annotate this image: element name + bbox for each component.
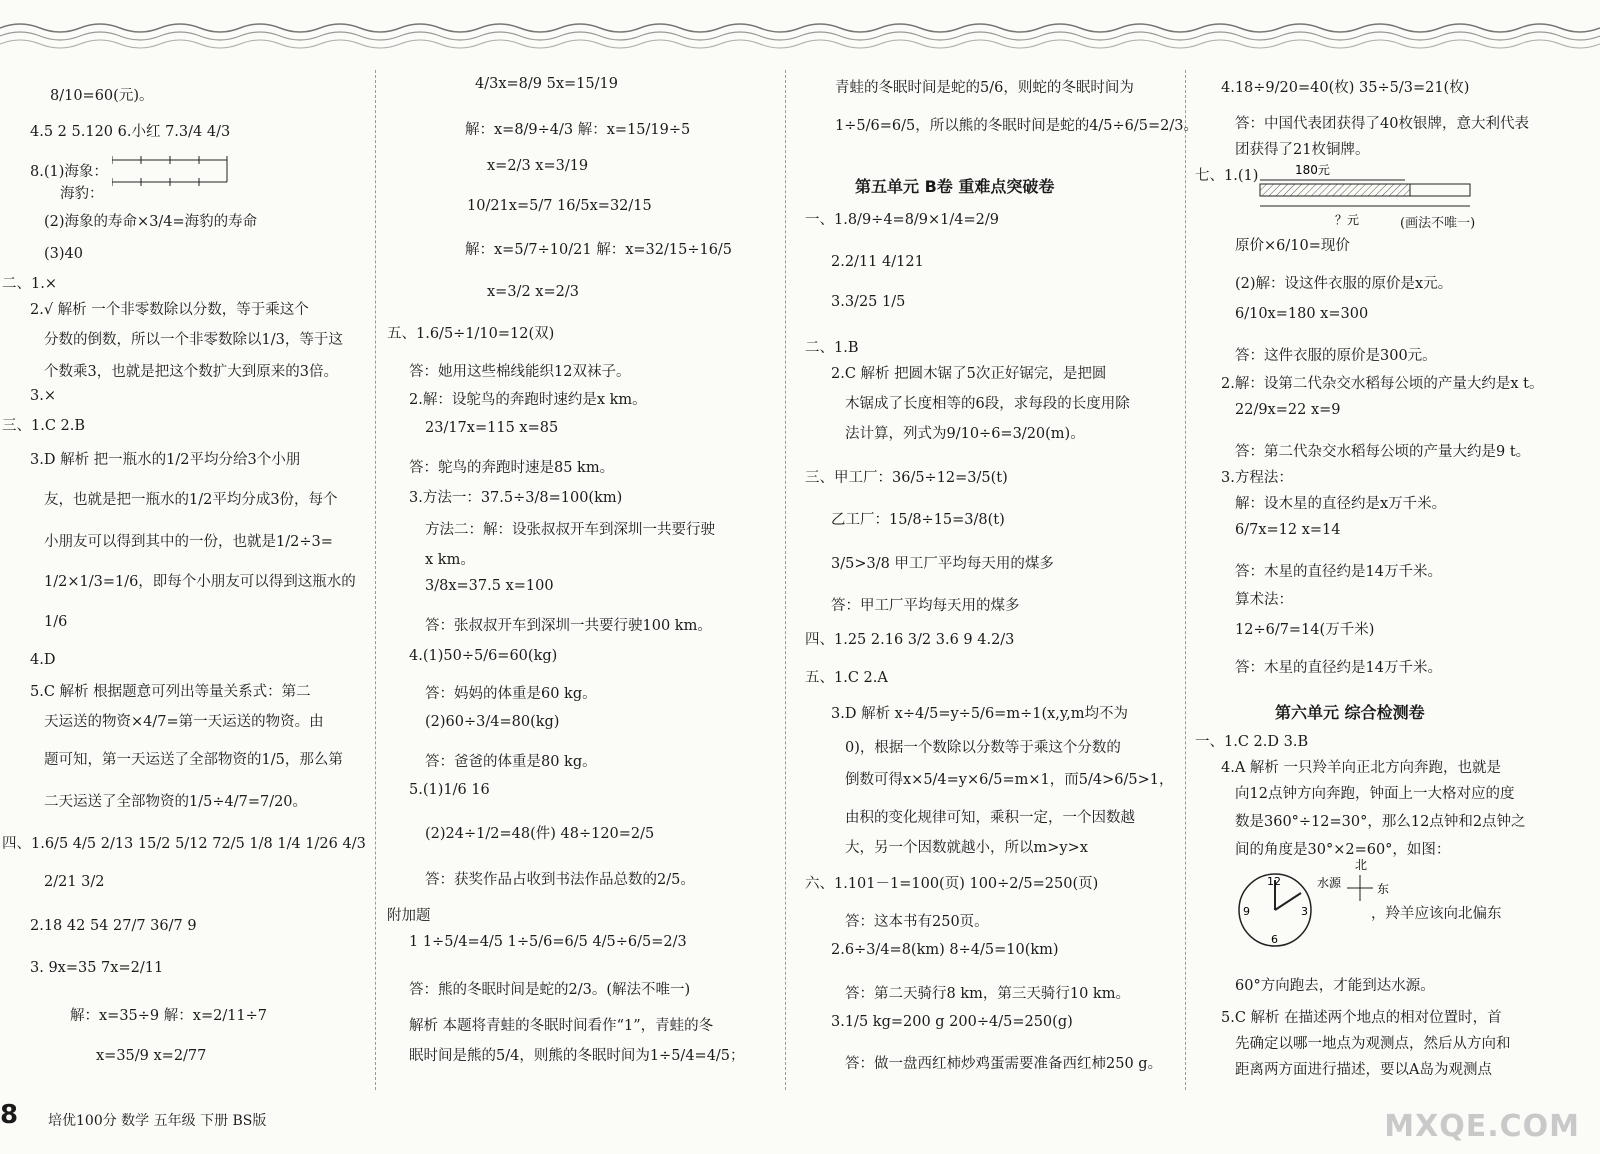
lifespan-segment-diagram bbox=[112, 152, 232, 192]
answer-line: x=3/2 x=2/3 bbox=[487, 284, 579, 300]
footer-text: 培优100分 数学 五年级 下册 BS版 bbox=[48, 1113, 267, 1129]
answer-line: 3.方程法： bbox=[1221, 470, 1293, 486]
answer-line: 个数乘3，也就是把这个数扩大到原来的3倍。 bbox=[44, 364, 338, 380]
answer-line: 乙工厂：15/8÷15=3/8(t) bbox=[831, 512, 1005, 528]
section-heading: 第六单元 综合检测卷 bbox=[1275, 703, 1425, 722]
north-label: 北 bbox=[1355, 858, 1368, 872]
answer-line: 8.(1)海象： bbox=[30, 164, 108, 180]
watermark: MXQE.COM bbox=[1384, 1109, 1580, 1144]
answer-line: x=35/9 x=2/77 bbox=[96, 1048, 207, 1064]
answer-line: 5.C 解析 根据题意可列出等量关系式：第二 bbox=[30, 684, 311, 700]
answer-line: 答：获奖作品占收到书法作品总数的2/5。 bbox=[425, 872, 695, 888]
answer-line: 3. 9x=35 7x=2/11 bbox=[30, 960, 164, 976]
east-label: 东 bbox=[1377, 882, 1390, 896]
decorative-wave-border bbox=[0, 18, 1600, 52]
answer-line: 海豹： bbox=[60, 186, 104, 202]
answer-line: x=2/3 x=3/19 bbox=[487, 158, 589, 174]
answer-line: 四、1.6/5 4/5 2/13 15/2 5/12 72/5 1/8 1/4 1/26 4/3 bbox=[2, 836, 366, 852]
answer-line: ，羚羊应该向北偏东 bbox=[1371, 906, 1502, 922]
answer-line: 2.√ 解析 一个非零数除以分数，等于乘这个 bbox=[30, 302, 309, 318]
answer-line: 先确定以哪一地点为观测点，然后从方向和 bbox=[1235, 1036, 1511, 1052]
answer-line: (2)24÷1/2=48(件) 48÷120=2/5 bbox=[425, 826, 655, 842]
answer-line: 2.2/11 4/121 bbox=[831, 254, 924, 270]
answer-line: 答：她用这些棉线能织12双袜子。 bbox=[409, 364, 631, 380]
answer-line: 22/9x=22 x=9 bbox=[1235, 402, 1341, 418]
page-number: 8 bbox=[0, 1100, 19, 1130]
answer-line: (3)40 bbox=[44, 246, 83, 262]
clock-direction-diagram bbox=[1235, 855, 1395, 965]
water-source-label: 水源 bbox=[1317, 876, 1342, 890]
answer-line: 大，另一个因数就越小，所以m>y>x bbox=[845, 840, 1088, 856]
answer-line: 答：熊的冬眠时间是蛇的2/3。(解法不唯一) bbox=[409, 982, 691, 998]
answer-line: 三、1.C 2.B bbox=[2, 418, 86, 434]
answer-line: 答：甲工厂平均每天用的煤多 bbox=[831, 598, 1020, 614]
answer-line: 方法二：解：设张叔叔开车到深圳一共要行驶 bbox=[425, 522, 715, 538]
answer-line: 2.解：设第二代杂交水稻每公顷的产量大约是x t。 bbox=[1221, 376, 1544, 392]
answer-line: 3.1/5 kg=200 g 200÷4/5=250(g) bbox=[831, 1014, 1073, 1030]
answer-line: 解：设木星的直径约是x万千米。 bbox=[1235, 496, 1447, 512]
answer-line: 3/8x=37.5 x=100 bbox=[425, 578, 554, 594]
answer-line: 1 1÷5/4=4/5 1÷5/6=6/5 4/5÷6/5=2/3 bbox=[409, 934, 687, 950]
answer-line: 间的角度是30°×2=60°，如图： bbox=[1235, 842, 1451, 858]
answer-line: 答：这本书有250页。 bbox=[845, 914, 989, 930]
svg-text:6: 6 bbox=[1271, 933, 1278, 946]
answer-line: 附加题 bbox=[387, 908, 431, 924]
answer-line: 答：第二天骑行8 km，第三天骑行10 km。 bbox=[845, 986, 1130, 1002]
answer-line: 3.× bbox=[30, 388, 56, 404]
answer-line: 友，也就是把一瓶水的1/2平均分成3份，每个 bbox=[44, 492, 338, 508]
answer-line: 答：中国代表团获得了40枚银牌，意大利代表 bbox=[1235, 116, 1529, 132]
answer-line: 答：爸爸的体重是80 kg。 bbox=[425, 754, 597, 770]
answer-line: 法计算，列式为9/10÷6=3/20(m)。 bbox=[845, 426, 1085, 442]
answer-line: 1/2×1/3=1/6，即每个小朋友可以得到这瓶水的 bbox=[44, 574, 356, 590]
answer-line: 3/5>3/8 甲工厂平均每天用的煤多 bbox=[831, 556, 1054, 572]
answer-line: 4.A 解析 一只羚羊向正北方向奔跑，也就是 bbox=[1221, 760, 1502, 776]
answer-line: 答：妈妈的体重是60 kg。 bbox=[425, 686, 597, 702]
answer-line: 4.(1)50÷5/6=60(kg) bbox=[409, 648, 558, 664]
answer-line: 1÷5/6=6/5，所以熊的冬眠时间是蛇的4/5÷6/5=2/3。 bbox=[835, 118, 1199, 134]
answer-line: 五、1.6/5÷1/10=12(双) bbox=[387, 326, 555, 342]
answer-line: 答：鸵鸟的奔跑时速是85 km。 bbox=[409, 460, 615, 476]
answer-line: (2)海象的寿命×3/4=海豹的寿命 bbox=[44, 214, 258, 230]
answer-line: 2/21 3/2 bbox=[44, 874, 105, 890]
answer-line: 青蛙的冬眠时间是蛇的5/6，则蛇的冬眠时间为 bbox=[835, 80, 1134, 96]
answer-line: 10/21x=5/7 16/5x=32/15 bbox=[467, 198, 652, 214]
answer-line: 团获得了21枚铜牌。 bbox=[1235, 142, 1370, 158]
answer-line: 解：x=35÷9 解：x=2/11÷7 bbox=[70, 1008, 268, 1024]
answer-line: 60°方向跑去，才能到达水源。 bbox=[1235, 978, 1435, 994]
column-separator bbox=[785, 70, 786, 1090]
answer-line: 一、1.8/9÷4=8/9×1/4=2/9 bbox=[805, 212, 1000, 228]
answer-line: 3.3/25 1/5 bbox=[831, 294, 906, 310]
answer-line: 解析 本题将青蛙的冬眠时间看作“1”，青蛙的冬 bbox=[409, 1018, 714, 1034]
answer-line: 2.18 42 54 27/7 36/7 9 bbox=[30, 918, 197, 934]
answer-line: 原价×6/10=现价 bbox=[1235, 238, 1350, 254]
answer-line: 答：这件衣服的原价是300元。 bbox=[1235, 348, 1437, 364]
answer-line: 5.C 解析 在描述两个地点的相对位置时，首 bbox=[1221, 1010, 1502, 1026]
answer-line: 距离两方面进行描述，要以A岛为观测点 bbox=[1235, 1062, 1492, 1078]
answer-line: 6/10x=180 x=300 bbox=[1235, 306, 1369, 322]
answer-line: 答：木星的直径约是14万千米。 bbox=[1235, 564, 1442, 580]
price-label: 180元 bbox=[1295, 163, 1330, 177]
column-separator bbox=[1185, 70, 1186, 1090]
answer-line: 倒数可得x×5/4=y×6/5=m×1，而5/4>6/5>1， bbox=[845, 772, 1174, 788]
answer-line: 8/10=60(元)。 bbox=[50, 88, 154, 104]
answer-line: 二天运送了全部物资的1/5÷4/7=7/20。 bbox=[44, 794, 308, 810]
answer-line: 12÷6/7=14(万千米) bbox=[1235, 622, 1375, 638]
answer-line: (2)解：设这件衣服的原价是x元。 bbox=[1235, 276, 1453, 292]
svg-text:12: 12 bbox=[1267, 875, 1281, 888]
answer-line: 2.解：设鸵鸟的奔跑时速约是x km。 bbox=[409, 392, 647, 408]
answer-line: 2.C 解析 把圆木锯了5次正好锯完，是把圆 bbox=[831, 366, 1107, 382]
answer-line: 23/17x=115 x=85 bbox=[425, 420, 559, 436]
answer-line: 答：做一盘西红柿炒鸡蛋需要准备西红柿250 g。 bbox=[845, 1056, 1163, 1072]
answer-line: 答：张叔叔开车到深圳一共要行驶100 km。 bbox=[425, 618, 712, 634]
answer-line: 解：x=5/7÷10/21 解：x=32/15÷16/5 bbox=[465, 242, 733, 258]
answer-line: 答：第二代杂交水稻每公顷的产量大约是9 t。 bbox=[1235, 444, 1531, 460]
diagram-note: (画法不唯一) bbox=[1400, 216, 1476, 231]
answer-line: 4.18÷9/20=40(枚) 35÷5/3=21(枚) bbox=[1221, 80, 1470, 96]
answer-line: 天运送的物资×4/7=第一天运送的物资。由 bbox=[44, 714, 324, 730]
answer-line: 算术法： bbox=[1235, 592, 1293, 608]
answer-line: 眠时间是熊的5/4，则熊的冬眠时间为1÷5/4=4/5； bbox=[409, 1048, 745, 1064]
answer-line: 向12点钟方向奔跑，钟面上一大格对应的度 bbox=[1235, 786, 1515, 802]
answer-line: (2)60÷3/4=80(kg) bbox=[425, 714, 560, 730]
answer-line: 数是360°÷12=30°，那么12点钟和2点钟之 bbox=[1235, 814, 1526, 830]
svg-text:3: 3 bbox=[1301, 905, 1308, 918]
answer-line: 一、1.C 2.D 3.B bbox=[1195, 734, 1309, 750]
answer-line: 6/7x=12 x=14 bbox=[1235, 522, 1341, 538]
section-heading: 第五单元 B卷 重难点突破卷 bbox=[855, 177, 1055, 196]
answer-line: 四、1.25 2.16 3/2 3.6 9 4.2/3 bbox=[805, 632, 1015, 648]
column-separator bbox=[375, 70, 376, 1090]
answer-line: 木锯成了长度相等的6段，求每段的长度用除 bbox=[845, 396, 1130, 412]
answer-line: x km。 bbox=[425, 552, 475, 568]
answer-line: 六、1.101－1=100(页) 100÷2/5=250(页) bbox=[805, 876, 1099, 892]
answer-line: 1/6 bbox=[44, 614, 68, 630]
answer-line: 4/3x=8/9 5x=15/19 bbox=[475, 76, 618, 92]
answer-line: 七、1.(1) bbox=[1195, 168, 1259, 184]
answer-line: 由积的变化规律可知，乘积一定，一个因数越 bbox=[845, 810, 1135, 826]
answer-line: 3.D 解析 x÷4/5=y÷5/6=m÷1(x,y,m均不为 bbox=[831, 706, 1129, 722]
answer-line: 分数的倒数，所以一个非零数除以1/3，等于这 bbox=[44, 332, 343, 348]
answer-line: 答：木星的直径约是14万千米。 bbox=[1235, 660, 1442, 676]
answer-line: 三、甲工厂：36/5÷12=3/5(t) bbox=[805, 470, 1008, 486]
answer-line: 3.D 解析 把一瓶水的1/2平均分给3个小朋 bbox=[30, 452, 301, 468]
unknown-price-label: ？元 bbox=[1335, 213, 1360, 227]
answer-line: 二、1.× bbox=[2, 276, 57, 292]
answer-line: 小朋友可以得到其中的一份，也就是1/2÷3= bbox=[44, 534, 333, 550]
answer-line: 5.(1)1/6 16 bbox=[409, 782, 490, 798]
answer-line: 3.方法一：37.5÷3/8=100(km) bbox=[409, 490, 623, 506]
answer-line: 解：x=8/9÷4/3 解：x=15/19÷5 bbox=[465, 122, 691, 138]
answer-line: 4.D bbox=[30, 652, 56, 668]
answer-line: 0)，根据一个数除以分数等于乘这个分数的 bbox=[845, 740, 1121, 756]
answer-line: 题可知，第一天运送了全部物资的1/5，那么第 bbox=[44, 752, 343, 768]
answer-line: 五、1.C 2.A bbox=[805, 670, 888, 686]
answer-line: 二、1.B bbox=[805, 340, 859, 356]
svg-text:9: 9 bbox=[1243, 905, 1250, 918]
answer-line: 2.6÷3/4=8(km) 8÷4/5=10(km) bbox=[831, 942, 1059, 958]
answer-line: 4.5 2 5.120 6.小红 7.3/4 4/3 bbox=[30, 124, 231, 140]
